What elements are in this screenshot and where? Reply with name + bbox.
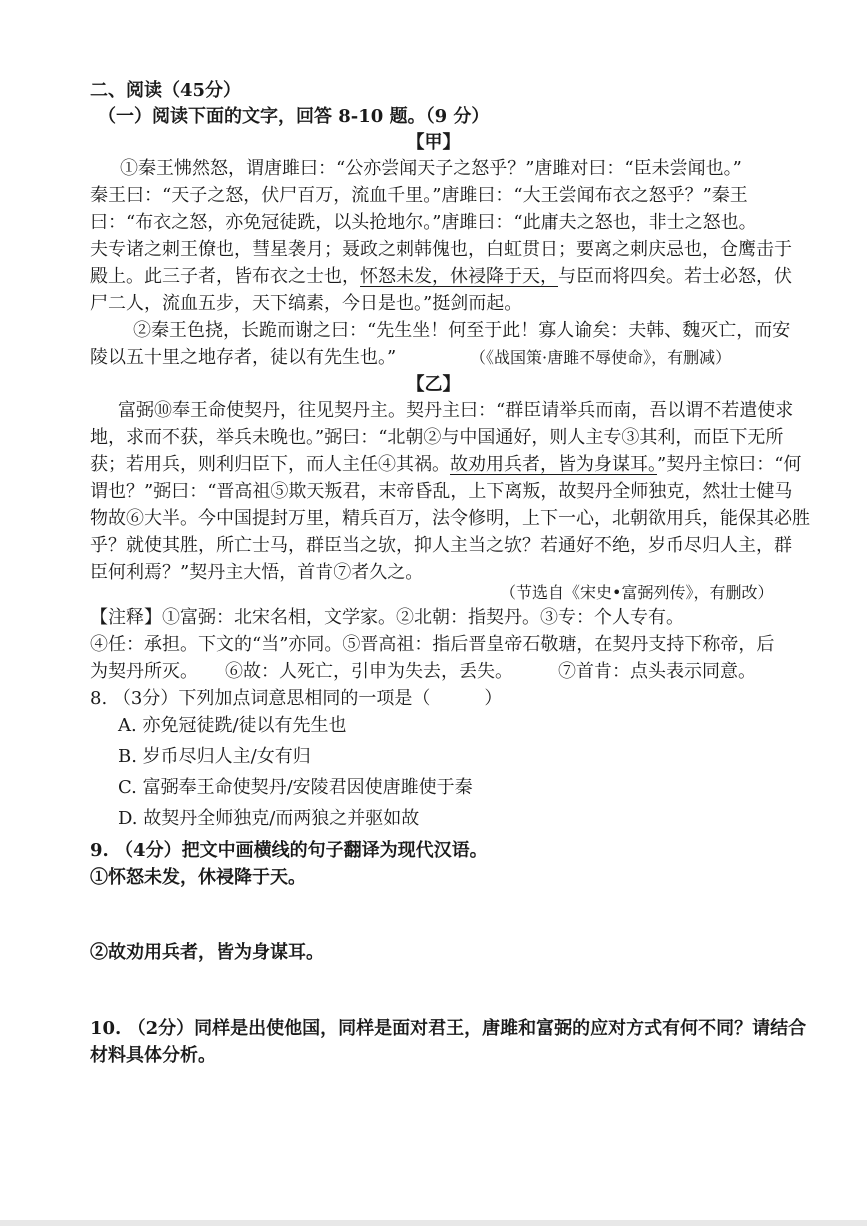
passage-yi-line: 富弼⑩奉王命使契丹，往见契丹主。契丹主曰：“群臣请举兵而南，吾以谓不若遣使求 bbox=[118, 400, 794, 421]
passage-yi-line: 获；若用兵，则利归臣下，而人主任④其祸。故劝用兵者，皆为身谋耳。”契丹主惊曰：“何 bbox=[90, 454, 802, 475]
question-8-option-d: D. 故契丹全师独克/而两狼之并驱如故 bbox=[118, 808, 420, 829]
passage-jia-line: 秦王曰：“天子之怒，伏尸百万，流血千里。”唐雎曰：“大王尝闻布衣之怒乎？”秦王 bbox=[90, 185, 748, 206]
question-9-stem: 9. （4分）把文中画横线的句子翻译为现代汉语。 bbox=[90, 840, 488, 861]
question-10-line: 10. （2分）同样是出使他国，同样是面对君王，唐雎和富弼的应对方式有何不同？请结合 bbox=[90, 1018, 807, 1039]
passage-jia-line: 殿上。此三子者，皆布衣之士也，怀怒未发，休祲降于天，与臣而将四矣。若士必怒，伏 bbox=[90, 266, 792, 287]
passage-jia-line: 曰：“布衣之怒，亦免冠徒跣，以头抢地尔。”唐雎曰：“此庸夫之怒也，非士之怒也。 bbox=[90, 212, 757, 233]
passage-jia-heading: 【甲】 bbox=[406, 132, 461, 153]
passage-yi-line: 物故⑥大半。今中国提封万里，精兵百万，法令修明，上下一心，北朝欲用兵，能保其必胜 bbox=[90, 508, 810, 529]
underlined-sentence-1: 怀怒未发，休祲降于天， bbox=[360, 266, 558, 287]
passage-yi-line: 地，求而不获，举兵未晚也。”弼曰：“北朝②与中国通好，则人主专③其利，而臣下无所 bbox=[90, 427, 784, 448]
passage-jia-line: 陵以五十里之地存者，徒以有先生也。” bbox=[90, 347, 397, 368]
passage-yi-line: 乎？就使其胜，所亡士马，群臣当之欤，抑人主当之欤？若通好不绝，岁币尽归人主，群 bbox=[90, 535, 792, 556]
page-bottom-divider bbox=[0, 1220, 867, 1226]
question-9-sub1: ①怀怒未发，休祲降于天。 bbox=[90, 867, 306, 888]
notes-line: 为契丹所灭。 ⑥故：人死亡，引申为失去，丢失。 ⑦首肯：点头表示同意。 bbox=[90, 661, 756, 682]
passage-jia-citation: （《战国策·唐雎不辱使命》，有删减） bbox=[470, 348, 732, 367]
section-subtitle: （一）阅读下面的文字，回答 8-10 题。（9 分） bbox=[98, 106, 490, 127]
question-8-option-c: C. 富弼奉王命使契丹/安陵君因使唐雎使于秦 bbox=[118, 777, 473, 798]
passage-yi-citation: （节选自《宋史•富弼列传》，有删改） bbox=[500, 583, 774, 602]
notes-line: ④任：承担。下文的“当”亦同。⑤晋高祖：指后晋皇帝石敬瑭，在契丹支持下称帝，后 bbox=[90, 634, 775, 655]
question-8-option-b: B. 岁币尽归人主/女有归 bbox=[118, 746, 311, 767]
question-8-option-a: A. 亦免冠徒跣/徒以有先生也 bbox=[118, 715, 347, 736]
passage-jia-line: ②秦王色挠，长跪而谢之曰：“先生坐！何至于此！寡人谕矣：夫韩、魏灭亡，而安 bbox=[133, 320, 791, 341]
question-8-stem: 8. （3分）下列加点词意思相同的一项是（ ） bbox=[90, 688, 503, 709]
passage-yi-heading: 【乙】 bbox=[406, 374, 461, 395]
underlined-sentence-2: 故劝用兵者，皆为身谋耳。 bbox=[450, 454, 657, 475]
passage-yi-line: 谓也？”弼曰：“晋高祖⑤欺天叛君，末帝昏乱，上下离叛，故契丹全师独克，然壮士健马 bbox=[90, 481, 793, 502]
section-title: 二、阅读（45分） bbox=[90, 80, 242, 101]
passage-jia-line: 尸二人，流血五步，天下缟素，今日是也。”挺剑而起。 bbox=[90, 293, 523, 314]
question-10-line: 材料具体分析。 bbox=[90, 1045, 216, 1066]
passage-jia-line: ①秦王怫然怒，谓唐雎曰：“公亦尝闻天子之怒乎？”唐雎对曰：“臣未尝闻也。” bbox=[120, 158, 742, 179]
notes-line: 【注释】①富弼：北宋名相，文学家。②北朝：指契丹。③专：个人专有。 bbox=[90, 607, 684, 628]
passage-jia-line: 夫专诸之刺王僚也，彗星袭月；聂政之刺韩傀也，白虹贯日；要离之刺庆忌也，仓鹰击于 bbox=[90, 239, 792, 260]
passage-yi-line: 臣何利焉？”契丹主大悟，首肯⑦者久之。 bbox=[90, 562, 424, 583]
question-9-sub2: ②故劝用兵者，皆为身谋耳。 bbox=[90, 942, 324, 963]
